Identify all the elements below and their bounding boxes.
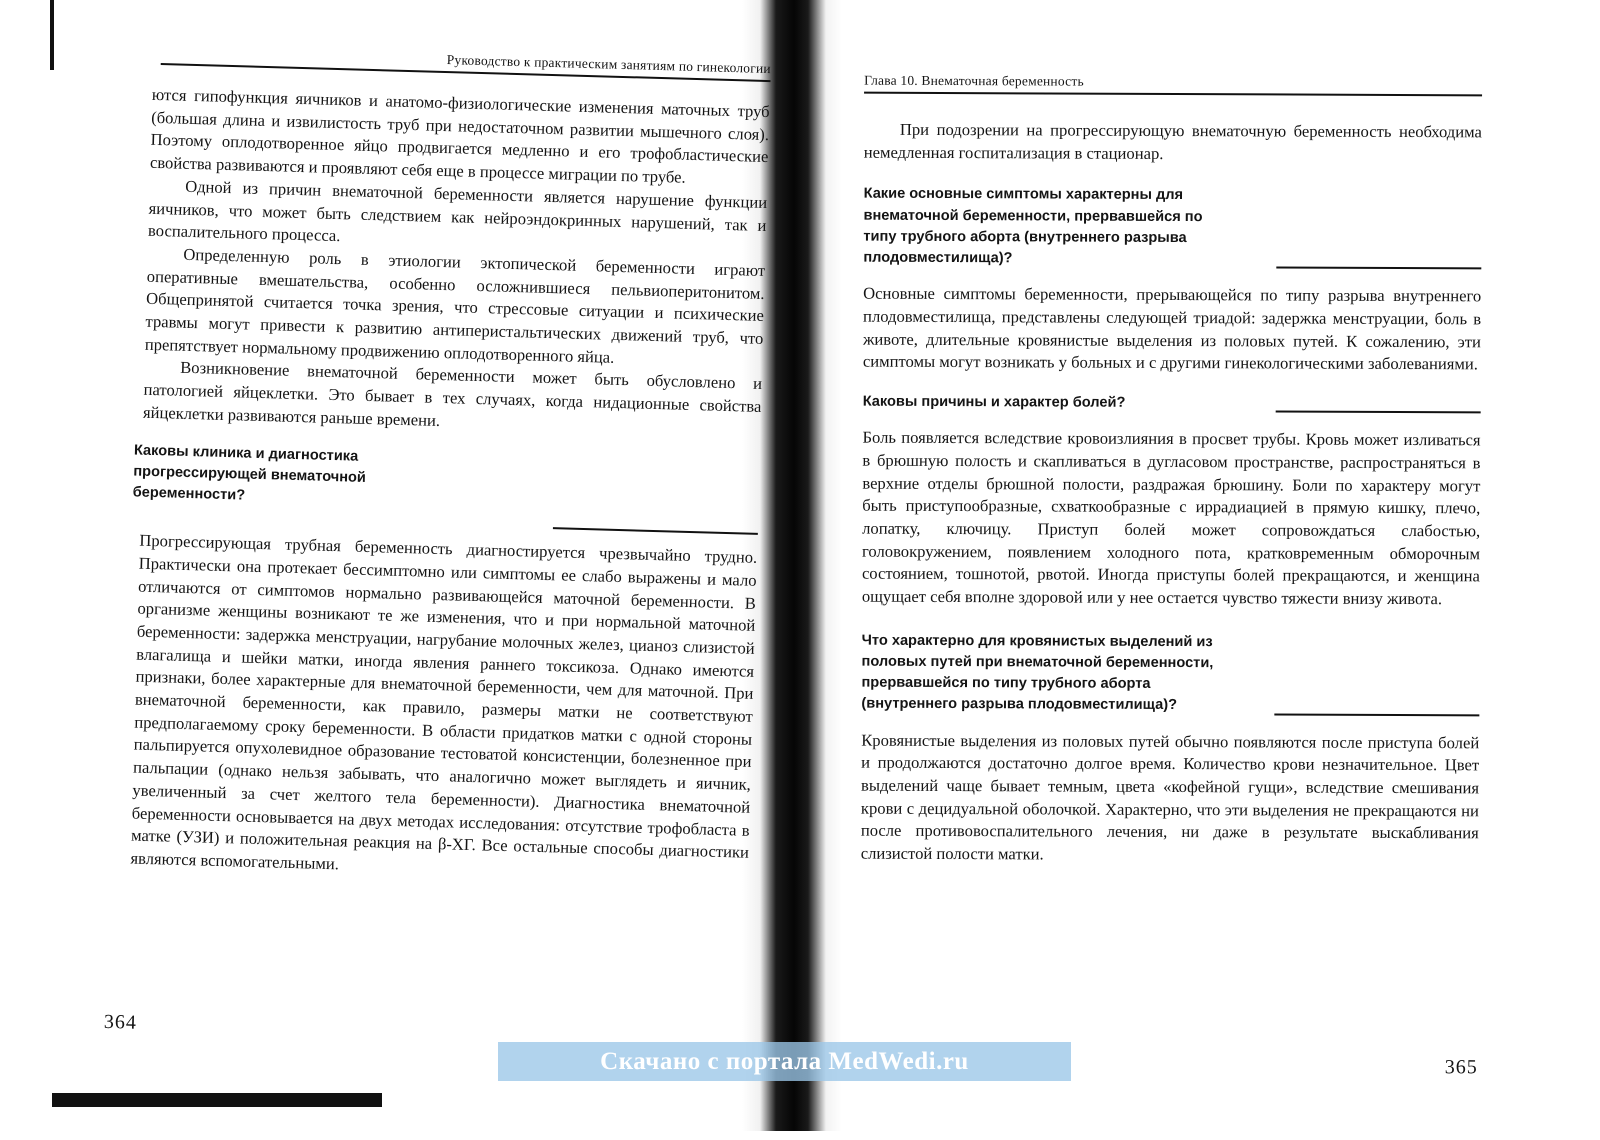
right-body-text (861, 119, 1482, 869)
page-number-right: 365 (1444, 1056, 1478, 1079)
question-text: Каковы причины и характер болей? (862, 393, 1126, 411)
paragraph: ются гипофункция яичников и анатомо-физиологические изменения маточных труб (большая длина и извилистость труб при недостаточном развитии мышечного слоя). Поэтому оплодотворенное яйцо продвигается медленно и его трофобластические свойства развиваются и проявляют себя еще в процессе миграции по трубе. (149, 84, 770, 187)
left-page (101, 0, 772, 1140)
answer-paragraph: Прогрессирующая трубная беременность диагностируется чрезвычайно трудно. Практически она протекает бессимптомно или симптомы ее слабо выражены и мало отличаются от симптомов нормально развивающейся маточной беременности. В организме женщины возникают те же изменения, что и при нормальной маточной беременности: задержка менструации, нагрубание молочных желез, цианоз слизистой влагалища и шейки матки, иногда явления раннего токсикоза. Однако имеются признаки, более характерные для внематочной беременности, чем для маточной. При внематочной беременности, как правило, размеры матки не соответствуют предполагаемому сроку беременности. В области придатков матки с одной стороны пальпируется опухолевидное образование тестоватой консистенции, болезненное при пальпации (однако нельзя забывать, что аналогично может выглядеть и яичник, увеличенный за счет желтого тела беременности). Диагностика внематочной беременности основывается на двух методах исследования: отсутствие трофобласта в матке (УЗИ) и положительная реакция на β-ХГ. Все остальные способы диагностики являются вспомогательными. (130, 530, 758, 874)
right-running-head: Глава 10. Внематочная беременность (864, 73, 1482, 97)
question-rule (1274, 713, 1479, 716)
scan-edge-mark-top-left (50, 0, 54, 70)
answer-paragraph: Боль появляется вследствие кровоизлияния в просвет трубы. Кровь может изливаться в брюшную полость и скапливаться в дугласовом пространстве, распространяться в верхние отделы брюшной полости, раздражая брюшину. Боли по характеру могут быть приступообразные, схваткообразные с иррадиацией в прямую кишку, плечо, лопатку, ключицу. Приступ болей может сопровождаться слабостью, головокружением, появлением холодного пота, кратковременным обморочным состоянием, тошнотой, рвотой. Иногда приступы болей прекращаются, и женщина ощущает себя вполне здоровой или у нее остается чувство тяжести внизу живота. (861, 427, 1481, 609)
paragraph: Определенную роль в этиологии эктопической беременности играют оперативные вмешательства, особенно осложнившиеся пельвиоперитонитом. Общепринятой считается точка зрения, что стрессовые ситуации и психические травмы могут привести к развитию антиперистальтических движений труб, что препятствует нормальному продвижению оплодотворенного яйца. (144, 244, 766, 367)
question-text: Что характерно для кровянистых выделений из половых путей при внематочной беременности, прервавшейся по типу трубного аборта (внутреннего разрыва плодовместилища)? (861, 632, 1214, 714)
left-running-head: Руководство к практическим занятиям по гинекологии (161, 44, 771, 82)
paragraph: Возникновение внематочной беременности может быть обусловлено и патологией яйцеклетки. Это бывает в тех случаях, когда нидационные свойства яйцеклетки развиваются раньше времени. (142, 358, 763, 430)
answer-paragraph: Основные симптомы беременности, прерывающейся по типу разрыва внутреннего плодовместилища, представлены следующей триадой: задержка менструации, боль в животе, длительные кровянистые выделения из половых путей. К сожалению, эти симптомы могут возникать у больных и с другими гинекологическими заболеваниями. (862, 283, 1482, 374)
question-rule (1276, 411, 1481, 414)
question-heading (863, 184, 1481, 272)
question-rule (553, 527, 758, 535)
right-page (860, 0, 1483, 1132)
question-heading (863, 392, 1481, 416)
question-rule (1276, 267, 1481, 270)
page-number-left: 364 (103, 1010, 138, 1034)
question-heading (861, 631, 1479, 719)
question-text: Каковы клиника и диагностика прогрессирующей внематочной беременности? (132, 442, 367, 504)
left-body-text (130, 84, 770, 888)
paragraph: При подозрении на прогрессирующую внематочную беременность необходима немедленная госпитализация в стационар. (863, 119, 1482, 163)
question-heading (132, 440, 760, 521)
paragraph: Одной из причин внематочной беременности является нарушение функции яичников, что может быть следствием как нейроэндокринных нарушений, так и воспалительного процесса. (147, 176, 768, 246)
watermark-banner: Скачано с портала MedWedi.ru (498, 1042, 1071, 1081)
question-text: Какие основные симптомы характерны для внематочной беременности, прервавшейся по типу трубного аборта (внутреннего разрыва плодовместилища)? (863, 186, 1203, 267)
answer-paragraph: Кровянистые выделения из половых путей обычно появляются после приступа болей и продолжаются достаточно долгое время. Количество крови незначительное. Цвет выделений чаще бывает темным, цвета «кофейной гущи», вследствие смешивания крови с децидуальной оболочкой. Характерно, что эти выделения не прекращаются ни после противовоспалительного лечения, ни даже в результате выскабливания слизистой полости матки. (860, 730, 1480, 864)
